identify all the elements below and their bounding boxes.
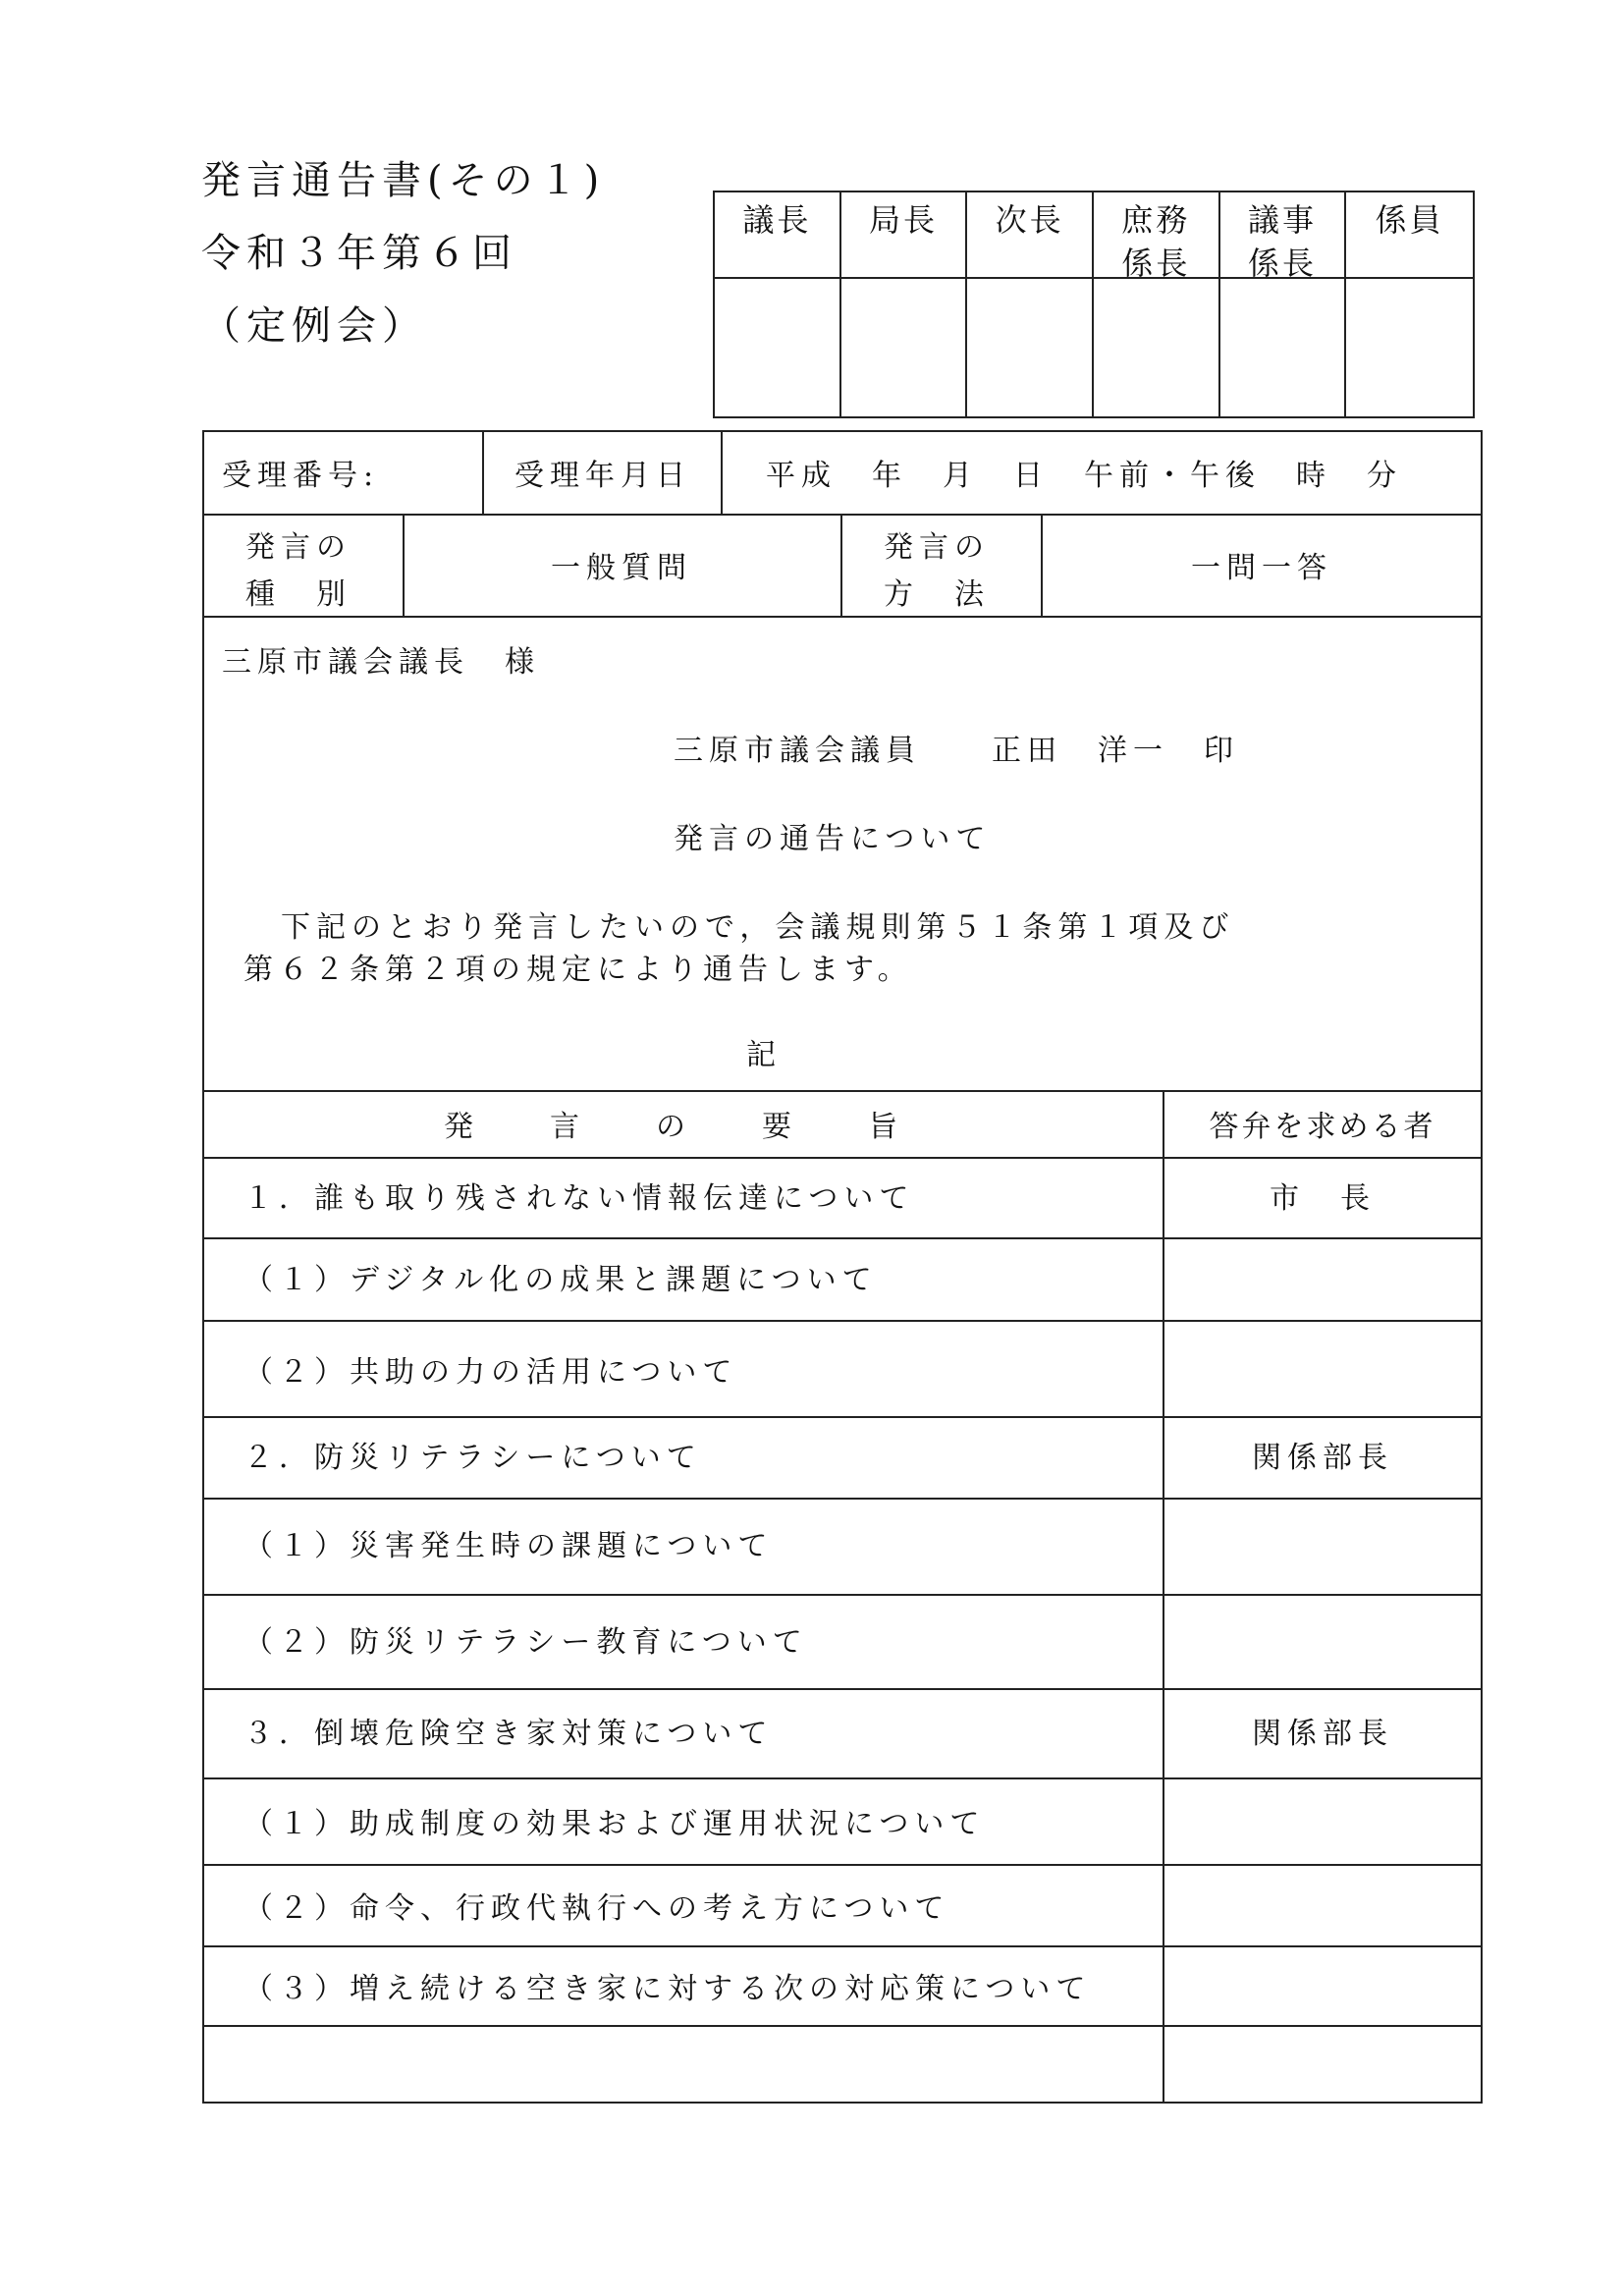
divider [840,514,842,616]
table-header-respondent: 答弁を求める者 [1209,1110,1436,1144]
divider [204,1157,1481,1159]
document-title: 発言通告書(その１) [201,158,606,203]
stamp-box[interactable] [715,279,841,416]
divider [204,1594,1481,1596]
divider [204,1498,1481,1500]
divider [204,1237,1481,1239]
approval-header-general-affairs: 庶務 係長 [1094,192,1220,279]
divider [204,1864,1481,1866]
item-row-text: （２）防災リテラシー教育について [243,1625,808,1660]
meeting-type-label: （定例会） [201,303,427,349]
divider [721,432,723,514]
divider [204,1688,1481,1690]
divider [204,1945,1481,1947]
receipt-number-label: 受理番号: [222,459,380,493]
divider [204,514,1481,516]
sender: 三原市議会議員 正田 洋一 印 [674,734,1239,768]
letter-body-line: 下記のとおり発言したいので，会議規則第５１条第１項及び [281,910,1235,945]
approval-header-deputy: 次長 [967,192,1094,279]
speech-kind-value: 一般質問 [551,551,692,585]
item-respondent: 市 長 [1270,1181,1376,1216]
speech-method-label: 発言の [884,530,990,565]
speech-method-label: 方 法 [884,577,990,612]
divider [1163,1090,1164,2104]
divider [204,1777,1481,1779]
item-row-text: （１）助成制度の効果および運用状況について [243,1807,986,1841]
divider [204,1090,1481,1092]
speech-kind-label: 発言の [245,530,352,565]
divider [204,1320,1481,1322]
item-row-text: （２）共助の力の活用について [243,1355,738,1390]
approval-stamp-table [713,191,1475,418]
approval-header-chairman: 議長 [715,192,841,279]
item-row-text: （２）命令、行政代執行への考え方について [243,1891,950,1926]
stamp-box[interactable] [1220,279,1347,416]
approval-header-director: 局長 [841,192,968,279]
stamp-box[interactable] [967,279,1094,416]
receipt-date-label: 受理年月日 [514,459,691,493]
speech-kind-label: 種 別 [245,577,352,612]
letter-body-line: 第６２条第２項の規定により通告します。 [243,953,913,987]
approval-header-proceedings: 議事 係長 [1220,192,1347,279]
item-row-text: （３）増え続ける空き家に対する次の対応策について [243,1972,1092,2006]
divider [204,2025,1481,2027]
divider [204,1416,1481,1418]
receipt-date-value: 平成 年 月 日 午前・午後 時 分 [766,459,1402,493]
addressee: 三原市議会議長 様 [222,645,540,680]
approval-header-staff: 係員 [1346,192,1473,279]
notice-form [202,430,1483,2104]
item-respondent: 関係部長 [1252,1441,1393,1475]
divider [482,432,484,514]
item-row-text: ３．倒壊危険空き家対策について [243,1717,774,1751]
item-respondent: 関係部長 [1252,1717,1393,1751]
divider [204,616,1481,618]
speech-method-value: 一問一答 [1191,551,1332,585]
stamp-box[interactable] [1346,279,1473,416]
stamp-box[interactable] [1094,279,1220,416]
item-row-text: （１）デジタル化の成果と課題について [243,1263,878,1297]
ki-label: 記 [746,1038,782,1072]
stamp-box[interactable] [841,279,968,416]
table-header-summary: 発 言 の 要 旨 [444,1110,903,1144]
letter-subject: 発言の通告について [674,822,992,856]
item-row-text: （１）災害発生時の課題について [243,1529,774,1563]
item-row-text: ２．防災リテラシーについて [243,1441,702,1475]
session-label: 令和３年第６回 [201,231,517,276]
item-row-text: １．誰も取り残されない情報伝達について [243,1181,915,1216]
